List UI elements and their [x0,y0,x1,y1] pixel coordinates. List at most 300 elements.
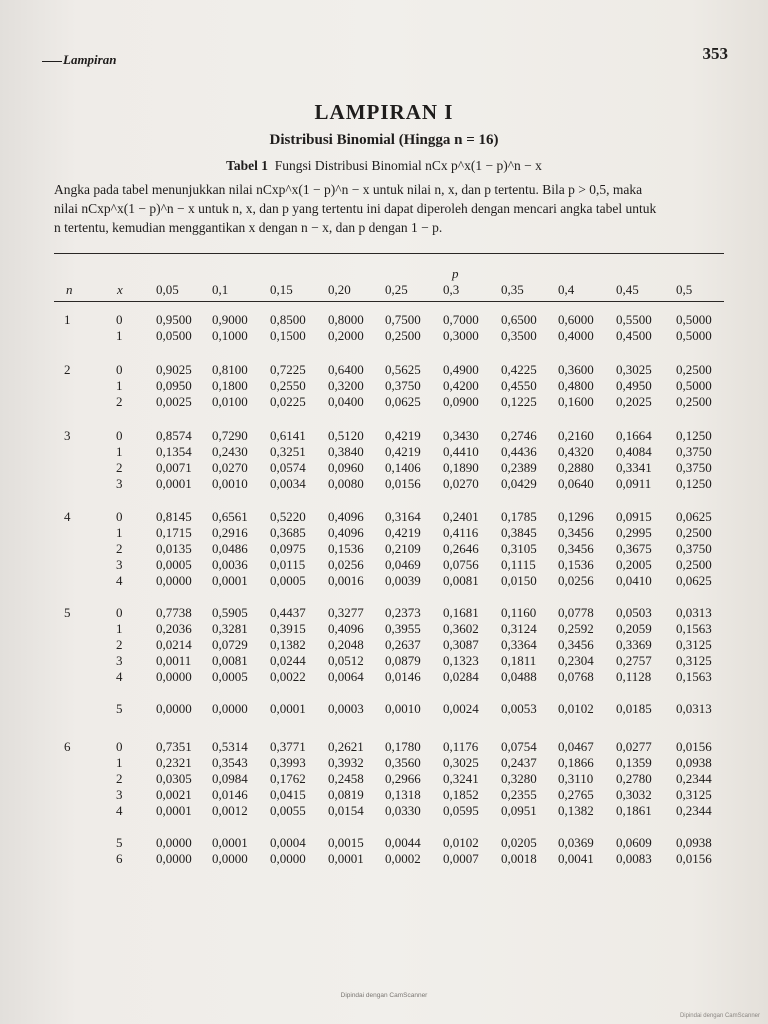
probability-cell: 0,0625 [385,394,421,409]
probability-cell: 0,0313 [676,605,712,620]
x-column-header: x [117,282,123,297]
probability-cell: 0,2048 [328,637,364,652]
x-value: 4 [116,669,123,684]
intro-line: nilai nCxp^x(1 − p)^n − x untuk n, x, dan p yang tertentu ini dapat diperoleh dengan mencari angka tabel untuk [54,201,657,216]
probability-cell: 0,2500 [676,525,712,540]
probability-cell: 0,0915 [616,509,652,524]
probability-cell: 0,7738 [156,605,192,620]
probability-cell: 0,0270 [443,476,479,491]
probability-cell: 0,0277 [616,739,652,754]
probability-cell: 0,0036 [212,557,248,572]
probability-cell: 0,0488 [501,669,537,684]
x-value: 2 [116,771,123,786]
x-value: 0 [116,509,123,524]
probability-cell: 0,3200 [328,378,364,393]
probability-cell: 0,0729 [212,637,248,652]
probability-cell: 0,0984 [212,771,248,786]
probability-cell: 0,3241 [443,771,479,786]
probability-cell: 0,3125 [676,637,712,652]
probability-cell: 0,4096 [328,621,364,636]
x-value: 1 [116,755,123,770]
probability-cell: 0,1800 [212,378,248,393]
probability-cell: 0,2637 [385,637,421,652]
logo-text: Lampiran [63,52,117,67]
probability-cell: 0,2500 [676,362,712,377]
probability-cell: 0,3000 [443,328,479,343]
probability-cell: 0,0951 [501,803,537,818]
probability-cell: 0,0001 [212,573,248,588]
probability-cell: 0,0512 [328,653,364,668]
probability-cell: 0,0135 [156,541,192,556]
table-row [0,476,768,492]
probability-cell: 0,3750 [385,378,421,393]
probability-cell: 0,2995 [616,525,652,540]
probability-cell: 0,3369 [616,637,652,652]
probability-cell: 0,2621 [328,739,364,754]
probability-cell: 0,0001 [212,835,248,850]
probability-cell: 0,0005 [212,669,248,684]
probability-cell: 0,3600 [558,362,594,377]
probability-cell: 0,0400 [328,394,364,409]
probability-cell: 0,4219 [385,525,421,540]
probability-cell: 0,6561 [212,509,248,524]
probability-cell: 0,3602 [443,621,479,636]
probability-cell: 0,2746 [501,428,537,443]
probability-cell: 0,0018 [501,851,537,866]
probability-cell: 0,3840 [328,444,364,459]
probability-cell: 0,2458 [328,771,364,786]
table-row [0,637,768,653]
n-value: 3 [64,428,71,443]
table-row [0,621,768,637]
probability-cell: 0,0156 [676,739,712,754]
probability-cell: 0,0005 [270,573,306,588]
probability-cell: 0,7500 [385,312,421,327]
x-value: 0 [116,428,123,443]
probability-cell: 0,5120 [328,428,364,443]
probability-cell: 0,1852 [443,787,479,802]
x-value: 3 [116,653,123,668]
probability-cell: 0,0574 [270,460,306,475]
probability-cell: 0,4219 [385,428,421,443]
table-row [0,755,768,771]
probability-cell: 0,1664 [616,428,652,443]
probability-cell: 0,3105 [501,541,537,556]
probability-cell: 0,8500 [270,312,306,327]
probability-cell: 0,0313 [676,701,712,716]
p-value-header: 0,1 [212,282,229,297]
probability-cell: 0,2344 [676,771,712,786]
probability-cell: 0,0001 [156,803,192,818]
table-caption [0,158,768,174]
table-caption-label: Tabel 1 [226,158,268,173]
intro-line: n tertentu, kemudian menggantikan x dengan n − x, dan p dengan 1 − p. [54,220,443,235]
probability-cell: 0,2389 [501,460,537,475]
probability-cell: 0,5314 [212,739,248,754]
probability-cell: 0,3251 [270,444,306,459]
probability-cell: 0,1382 [558,803,594,818]
probability-cell: 0,3281 [212,621,248,636]
probability-cell: 0,4410 [443,444,479,459]
probability-cell: 0,0010 [212,476,248,491]
probability-cell: 0,2880 [558,460,594,475]
x-value: 1 [116,328,123,343]
probability-cell: 0,2109 [385,541,421,556]
probability-cell: 0,3025 [443,755,479,770]
table-row [0,701,768,717]
probability-cell: 0,4550 [501,378,537,393]
probability-cell: 0,0007 [443,851,479,866]
n-value: 5 [64,605,71,620]
x-value: 5 [116,701,123,716]
probability-cell: 0,0064 [328,669,364,684]
n-value: 1 [64,312,71,327]
probability-cell: 0,1296 [558,509,594,524]
probability-cell: 0,4950 [616,378,652,393]
probability-cell: 0,3341 [616,460,652,475]
probability-cell: 0,8145 [156,509,192,524]
table-row [0,787,768,803]
probability-cell: 0,0053 [501,701,537,716]
probability-cell: 0,3675 [616,541,652,556]
probability-cell: 0,0004 [270,835,306,850]
probability-cell: 0,3280 [501,771,537,786]
probability-cell: 0,0879 [385,653,421,668]
probability-cell: 0,0625 [676,509,712,524]
probability-cell: 0,0185 [616,701,652,716]
probability-cell: 0,2780 [616,771,652,786]
probability-cell: 0,1250 [676,476,712,491]
probability-cell: 0,3164 [385,509,421,524]
probability-cell: 0,0146 [385,669,421,684]
logo-rule [42,61,62,62]
x-value: 6 [116,851,123,866]
probability-cell: 0,0595 [443,803,479,818]
table-row [0,394,768,410]
probability-cell: 0,1890 [443,460,479,475]
probability-cell: 0,4000 [558,328,594,343]
x-value: 0 [116,362,123,377]
probability-cell: 0,1536 [558,557,594,572]
n-value: 2 [64,362,71,377]
probability-cell: 0,3032 [616,787,652,802]
probability-cell: 0,1866 [558,755,594,770]
probability-cell: 0,1681 [443,605,479,620]
probability-cell: 0,0415 [270,787,306,802]
x-value: 1 [116,378,123,393]
probability-cell: 0,5500 [616,312,652,327]
probability-cell: 0,3125 [676,653,712,668]
probability-cell: 0,0021 [156,787,192,802]
probability-cell: 0,1318 [385,787,421,802]
probability-cell: 0,0754 [501,739,537,754]
probability-cell: 0,0000 [270,851,306,866]
x-value: 0 [116,605,123,620]
probability-cell: 0,0225 [270,394,306,409]
probability-cell: 0,3430 [443,428,479,443]
probability-cell: 0,1406 [385,460,421,475]
probability-cell: 0,5625 [385,362,421,377]
probability-cell: 0,3543 [212,755,248,770]
table-row [0,509,768,525]
probability-cell: 0,2646 [443,541,479,556]
probability-cell: 0,4116 [443,525,479,540]
table-row [0,771,768,787]
probability-cell: 0,4200 [443,378,479,393]
probability-cell: 0,2916 [212,525,248,540]
probability-cell: 0,2160 [558,428,594,443]
probability-cell: 0,0055 [270,803,306,818]
probability-cell: 0,1785 [501,509,537,524]
probability-cell: 0,0000 [156,669,192,684]
probability-cell: 0,0369 [558,835,594,850]
probability-cell: 0,0080 [328,476,364,491]
probability-cell: 0,0975 [270,541,306,556]
probability-cell: 0,2437 [501,755,537,770]
probability-cell: 0,1115 [501,557,536,572]
probability-cell: 0,0081 [212,653,248,668]
probability-cell: 0,0081 [443,573,479,588]
probability-cell: 0,3125 [676,787,712,802]
scanner-footer-corner: Dipindai dengan CamScanner [679,1013,760,1019]
probability-cell: 0,0001 [156,476,192,491]
table-row [0,428,768,444]
probability-cell: 0,0005 [156,557,192,572]
probability-cell: 0,0001 [270,701,306,716]
table-row [0,573,768,589]
probability-cell: 0,0002 [385,851,421,866]
page-subtitle: Distribusi Binomial (Hingga n = 16) [269,132,499,148]
page-title: LAMPIRAN I [314,100,454,124]
x-value: 1 [116,444,123,459]
p-value-header: 0,20 [328,282,351,297]
probability-cell: 0,2500 [385,328,421,343]
probability-cell: 0,0205 [501,835,537,850]
probability-cell: 0,2000 [328,328,364,343]
probability-cell: 0,0756 [443,557,479,572]
probability-cell: 0,4900 [443,362,479,377]
x-value: 0 [116,312,123,327]
probability-cell: 0,3456 [558,541,594,556]
probability-cell: 0,0410 [616,573,652,588]
probability-cell: 0,0100 [212,394,248,409]
x-value: 3 [116,787,123,802]
probability-cell: 0,1715 [156,525,192,540]
probability-cell: 0,1600 [558,394,594,409]
table-row [0,605,768,621]
probability-cell: 0,0256 [328,557,364,572]
probability-cell: 0,0000 [212,701,248,716]
probability-cell: 0,0102 [443,835,479,850]
probability-cell: 0,0024 [443,701,479,716]
probability-cell: 0,0270 [212,460,248,475]
probability-cell: 0,0001 [328,851,364,866]
table-caption-text: Fungsi Distribusi Binomial nCx p^x(1 − p)^n − x [274,158,542,173]
probability-cell: 0,2344 [676,803,712,818]
probability-cell: 0,7225 [270,362,306,377]
table-row [0,669,768,685]
probability-cell: 0,2059 [616,621,652,636]
probability-cell: 0,3915 [270,621,306,636]
probability-cell: 0,1176 [443,739,479,754]
probability-cell: 0,2304 [558,653,594,668]
probability-cell: 0,7000 [443,312,479,327]
table-row [0,653,768,669]
probability-cell: 0,1536 [328,541,364,556]
table-row [0,460,768,476]
x-value: 1 [116,621,123,636]
probability-cell: 0,0950 [156,378,192,393]
table-row [0,444,768,460]
probability-cell: 0,3277 [328,605,364,620]
table-header-rule [54,301,724,302]
p-header-label: p [452,266,459,281]
probability-cell: 0,8000 [328,312,364,327]
probability-cell: 0,5000 [676,328,712,343]
probability-cell: 0,1861 [616,803,652,818]
probability-cell: 0,0469 [385,557,421,572]
x-value: 4 [116,803,123,818]
page-number: 353 [702,44,728,63]
probability-cell: 0,2765 [558,787,594,802]
probability-cell: 0,6141 [270,428,306,443]
probability-cell: 0,7290 [212,428,248,443]
probability-cell: 0,2005 [616,557,652,572]
probability-cell: 0,0256 [558,573,594,588]
probability-cell: 0,2321 [156,755,192,770]
probability-cell: 0,0244 [270,653,306,668]
table-row [0,541,768,557]
probability-cell: 0,0609 [616,835,652,850]
probability-cell: 0,3110 [558,771,594,786]
p-value-header: 0,4 [558,282,575,297]
probability-cell: 0,2401 [443,509,479,524]
probability-cell: 0,0214 [156,637,192,652]
probability-cell: 0,0012 [212,803,248,818]
header-logo [42,52,116,68]
probability-cell: 0,1382 [270,637,306,652]
x-value: 0 [116,739,123,754]
probability-cell: 0,0022 [270,669,306,684]
p-value-header: 0,05 [156,282,179,297]
table-row [0,739,768,755]
probability-cell: 0,4436 [501,444,537,459]
probability-cell: 0,4084 [616,444,652,459]
probability-cell: 0,7351 [156,739,192,754]
p-value-header: 0,3 [443,282,460,297]
probability-cell: 0,3955 [385,621,421,636]
probability-cell: 0,0000 [156,573,192,588]
x-value: 3 [116,557,123,572]
probability-cell: 0,1563 [676,669,712,684]
probability-cell: 0,3087 [443,637,479,652]
probability-cell: 0,0330 [385,803,421,818]
table-row [0,835,768,851]
probability-cell: 0,3124 [501,621,537,636]
x-value: 2 [116,394,123,409]
probability-cell: 0,3456 [558,637,594,652]
n-column-header: n [66,282,73,297]
probability-cell: 0,0778 [558,605,594,620]
probability-cell: 0,1762 [270,771,306,786]
intro-paragraph [54,180,726,237]
probability-cell: 0,0486 [212,541,248,556]
probability-cell: 0,4437 [270,605,306,620]
table-row [0,525,768,541]
x-value: 1 [116,525,123,540]
probability-cell: 0,0000 [212,851,248,866]
probability-cell: 0,0768 [558,669,594,684]
probability-cell: 0,0503 [616,605,652,620]
probability-cell: 0,9500 [156,312,192,327]
probability-cell: 0,1563 [676,621,712,636]
probability-cell: 0,5220 [270,509,306,524]
probability-cell: 0,6000 [558,312,594,327]
probability-cell: 0,0625 [676,573,712,588]
probability-cell: 0,2966 [385,771,421,786]
p-value-header: 0,15 [270,282,293,297]
probability-cell: 0,0044 [385,835,421,850]
probability-cell: 0,2592 [558,621,594,636]
probability-cell: 0,9025 [156,362,192,377]
probability-cell: 0,2025 [616,394,652,409]
p-value-header: 0,5 [676,282,693,297]
probability-cell: 0,2550 [270,378,306,393]
probability-cell: 0,0500 [156,328,192,343]
probability-cell: 0,0284 [443,669,479,684]
probability-cell: 0,3750 [676,541,712,556]
table-row [0,803,768,819]
probability-cell: 0,3560 [385,755,421,770]
probability-cell: 0,4225 [501,362,537,377]
probability-cell: 0,3845 [501,525,537,540]
probability-cell: 0,2373 [385,605,421,620]
scanner-footer: Dipindai dengan CamScanner [340,992,428,999]
probability-cell: 0,0429 [501,476,537,491]
probability-cell: 0,0305 [156,771,192,786]
x-value: 5 [116,835,123,850]
probability-cell: 0,4096 [328,525,364,540]
table-row [0,378,768,394]
probability-cell: 0,0000 [156,701,192,716]
probability-cell: 0,2757 [616,653,652,668]
probability-cell: 0,4320 [558,444,594,459]
p-value-header: 0,25 [385,282,408,297]
probability-cell: 0,0034 [270,476,306,491]
probability-cell: 0,1323 [443,653,479,668]
probability-cell: 0,5000 [676,378,712,393]
probability-cell: 0,0083 [616,851,652,866]
probability-cell: 0,8574 [156,428,192,443]
probability-cell: 0,9000 [212,312,248,327]
probability-cell: 0,1811 [501,653,537,668]
probability-cell: 0,0000 [156,835,192,850]
probability-cell: 0,2500 [676,557,712,572]
probability-cell: 0,3750 [676,460,712,475]
probability-cell: 0,6500 [501,312,537,327]
probability-cell: 0,0640 [558,476,594,491]
probability-cell: 0,1128 [616,669,652,684]
probability-cell: 0,3500 [501,328,537,343]
probability-cell: 0,2355 [501,787,537,802]
probability-cell: 0,0015 [328,835,364,850]
table-row [0,328,768,344]
probability-cell: 0,0041 [558,851,594,866]
probability-cell: 0,0039 [385,573,421,588]
probability-cell: 0,1250 [676,428,712,443]
probability-cell: 0,0146 [212,787,248,802]
probability-cell: 0,0819 [328,787,364,802]
